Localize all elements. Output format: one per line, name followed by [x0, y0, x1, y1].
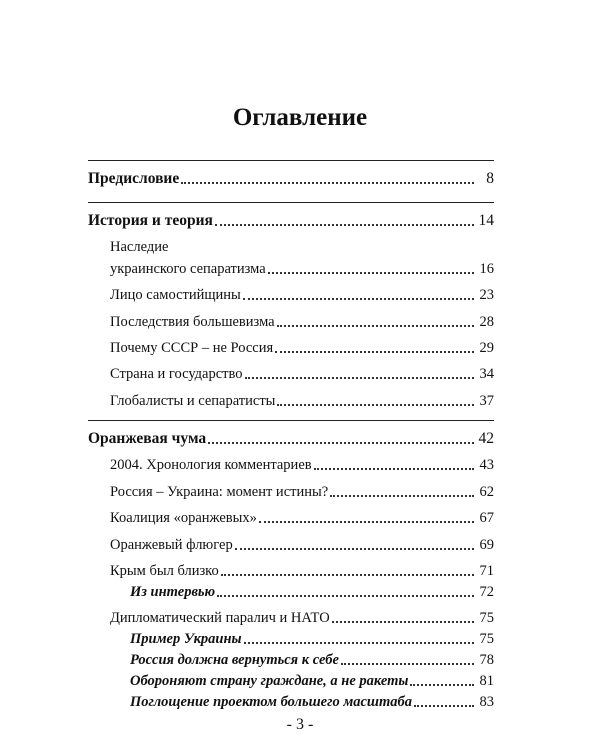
toc-entry — [130, 581, 494, 601]
toc-entry-label: Дипломатический паралич и НАТО — [110, 610, 330, 626]
divider — [88, 160, 494, 161]
toc-entry-page: 14 — [478, 212, 494, 229]
dot-leader — [215, 224, 474, 226]
toc-entry — [130, 691, 494, 711]
dot-leader — [410, 684, 474, 686]
dot-leader — [277, 325, 474, 327]
toc-entry-label: Обороняют страну граждане, а не ракеты — [130, 673, 409, 689]
toc-entry — [110, 560, 494, 580]
page-title: Оглавление — [232, 104, 368, 131]
toc-entry-page: 8 — [486, 170, 494, 187]
toc-entry — [110, 337, 494, 357]
toc-entry-label: 2004. Хронология комментариев — [110, 457, 312, 473]
toc-entry — [130, 628, 494, 648]
toc-entry-page: 71 — [479, 563, 494, 579]
toc-entry-label: Коалиция «оранжевых» — [110, 510, 257, 526]
toc-entry-page: 29 — [479, 340, 494, 356]
toc-entry-page: 37 — [479, 393, 494, 409]
dot-leader — [314, 468, 474, 470]
dot-leader — [332, 621, 474, 623]
toc-entry-page: 78 — [479, 652, 494, 668]
toc-entry-label: Оранжевая чума — [88, 430, 207, 447]
toc-entry-label: Поглощение проектом большего масштаба — [130, 694, 413, 710]
toc-entry — [110, 390, 494, 410]
toc-entry-page: 81 — [479, 673, 494, 689]
toc-entry-page: 62 — [479, 484, 494, 500]
dot-leader — [245, 377, 475, 379]
toc-entry — [88, 168, 494, 188]
toc-entry-label: Оранжевый флюгер — [110, 537, 233, 553]
dot-leader — [341, 663, 474, 665]
divider — [88, 202, 494, 203]
divider — [88, 420, 494, 421]
toc-entry-label: Почему СССР – не Россия — [110, 340, 274, 356]
dot-leader — [243, 298, 474, 300]
dot-leader — [235, 548, 474, 550]
toc-entry-page: 23 — [479, 287, 494, 303]
toc-entry-label: Крым был близко — [110, 563, 219, 579]
toc-entry-label: Последствия большевизма — [110, 314, 275, 330]
toc-entry — [110, 454, 494, 474]
dot-leader — [268, 272, 474, 274]
toc-entry — [110, 311, 494, 331]
toc-entry — [88, 210, 494, 230]
dot-leader — [277, 404, 474, 406]
toc-entry-label: Пример Украины — [130, 631, 242, 647]
toc-entry-label: украинского сепаратизма — [110, 261, 266, 277]
dot-leader — [208, 442, 474, 444]
toc-entry-page: 42 — [478, 430, 494, 447]
toc-entry-label: Предисловие — [88, 170, 180, 187]
dot-leader — [244, 642, 474, 644]
dot-leader — [217, 595, 474, 597]
dot-leader — [181, 182, 474, 184]
page-number: - 3 - — [286, 716, 314, 733]
dot-leader — [259, 521, 474, 523]
toc-entry-label: Лицо самостийщины — [110, 287, 241, 303]
toc-entry — [110, 507, 494, 527]
toc-entry — [110, 258, 494, 278]
toc-entry-label: Страна и государство — [110, 366, 243, 382]
dot-leader — [330, 495, 474, 497]
toc-entry-page: 83 — [479, 694, 494, 710]
toc-entry-page: 34 — [479, 366, 494, 382]
toc-entry — [110, 284, 494, 304]
toc-entry — [110, 363, 494, 383]
toc-entry-page: 43 — [479, 457, 494, 473]
toc-entry-page: 67 — [479, 510, 494, 526]
toc-entry-page: 75 — [479, 610, 494, 626]
toc-entry-page: 69 — [479, 537, 494, 553]
toc-entry-page: 16 — [479, 261, 494, 277]
toc-entry-label: Из интервью — [130, 584, 216, 600]
toc-entry-page: 75 — [479, 631, 494, 647]
toc-entry — [130, 649, 494, 669]
toc-entry-label: История и теория — [88, 212, 213, 229]
dot-leader — [275, 351, 474, 353]
toc-entry — [110, 481, 494, 501]
toc-entry — [130, 670, 494, 690]
toc-entry-label-line1: Наследие — [110, 239, 169, 255]
toc-entry-page: 72 — [479, 584, 494, 600]
toc-entry-label: Глобалисты и сепаратисты — [110, 393, 276, 409]
toc-entry — [88, 428, 494, 448]
toc-entry-label: Россия – Украина: момент истины? — [110, 484, 329, 500]
toc-entry-label: Россия должна вернуться к себе — [130, 652, 339, 668]
dot-leader — [221, 574, 474, 576]
toc-entry — [110, 607, 494, 627]
toc-entry-page: 28 — [479, 314, 494, 330]
toc-entry — [110, 534, 494, 554]
dot-leader — [414, 705, 474, 707]
